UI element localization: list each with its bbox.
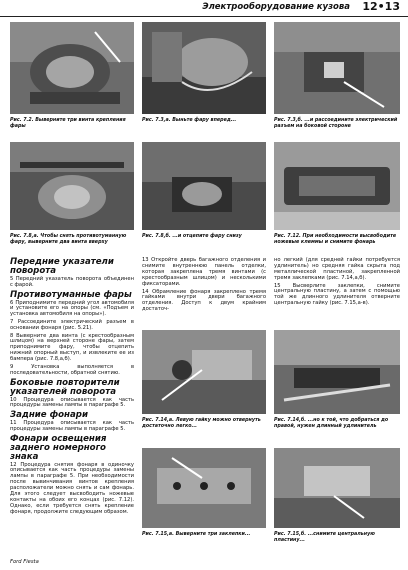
body-paragraph: но легкий (для средней гайки потребуется удлинитель) но средняя гайка скрыта под металлической пластиной, закрепленной тремя заклепками (рис. 7.14,а,б).: [274, 257, 400, 281]
caption-7-8b: Рис. 7.8,б. ...и отцепите фару снизу: [142, 234, 242, 239]
body-paragraph: 8 Выверните два винта (с крестообразным шлицом) на верхней стороне фары, затем приподнимите фару, чтобы отцепить нижний опорный выступ, и извлеките ее из бампера (рис. 7.8,а,б).: [10, 332, 134, 363]
body-paragraph: 9 Установка выполняется в последовательности, обратной снятию.: [10, 364, 134, 376]
body-paragraph: 12 Процедура снятия фонаря в одиночку описывается как часть процедуры замены лампы в параграфе 5. При необходимости после вывинчивания винтов крепления расположатели можно снять и сам фонарь. Для этого следует высвободить ножевые контакты на обоих его концах (рис. 7.12). Однако, если требуется снять крепление фонаря, продолжите следующим образом.: [10, 461, 134, 515]
header-divider: [0, 16, 408, 17]
body-paragraph: 14 Обрамление фонаря закреплено тремя гайками внутри двери багажного отделения. Доступ к двум крайним достаточ-: [142, 288, 266, 313]
photo-7-3a: [142, 22, 266, 114]
caption-7-15b: Рис. 7.15,б. ...снимите центральную пластину...: [274, 532, 375, 543]
caption-7-12: Рис. 7.12. При необходимости высвободите ножевые клеммы и снимите фонарь: [274, 234, 397, 245]
body-paragraph: 11 Процедура описывается как часть процедуры замены лампы в параграфе 5.: [10, 420, 134, 432]
page-number: 12•13: [362, 0, 400, 13]
caption-7-3a: Рис. 7.3,а. Выньте фару вперед...: [142, 118, 237, 123]
photo-7-8b: [142, 142, 266, 230]
section-heading: Боковые повторители указателей поворота: [10, 377, 120, 397]
photo-7-2: [10, 22, 134, 114]
body-paragraph: 6 Приподнимите передний угол автомобиля и установите его на опоры (см. «Подъем и установка автомобиля на опоры»).: [10, 299, 134, 318]
section-heading: Фонари освещения заднего номерного знака: [10, 433, 107, 462]
body-paragraph: 13 Откройте дверь багажного отделения и снимите внутреннюю панель отделки, которая закреплена тремя винтами (с крестообразным шлицом) и несколькими фиксаторами.: [142, 257, 266, 287]
photo-7-15b: [274, 448, 400, 528]
caption-7-2: Рис. 7.2. Выверните три винта крепления фары: [10, 118, 126, 129]
photo-7-3b: [274, 22, 400, 114]
photo-7-8a: [10, 142, 134, 230]
section-title: Электрооборудование кузова: [202, 2, 350, 12]
section-heading: Противотуманные фары: [10, 289, 132, 300]
section-heading: Задние фонари: [10, 410, 88, 420]
caption-7-14a: Рис. 7.14,а. Левую гайку можно отвернуть достаточно легко...: [142, 418, 261, 429]
caption-7-14b: Рис. 7.14,б. ...но к той, что добраться до правой, нужен длинный удлинитель: [274, 418, 389, 429]
body-paragraph: 15 Высверлите заклепки, снимите центральную пластину, а затем с помощью той же длинного удлинителя отверните центральную гайку (рис. 7.15,а-в).: [274, 282, 400, 307]
photo-7-14a: [142, 330, 266, 414]
caption-7-8a: Рис. 7.8,а. Чтобы снять противотуманную фару, выверните два винта вверху: [10, 234, 127, 245]
photo-7-12: [274, 142, 400, 230]
body-paragraph: 10 Процедура описывается как часть процедуры замены лампы в параграфе 5.: [10, 396, 134, 409]
page-header: [0, 0, 408, 16]
photo-7-14b: [274, 330, 400, 414]
photo-7-15a: [142, 448, 266, 528]
body-paragraph: 5 Передний указатель поворота объединен с фарой.: [10, 276, 134, 288]
body-paragraph: 7 Рассоедините электрический разъем в основании фонаря (рис. 5.21).: [10, 319, 134, 331]
caption-7-3b: Рис. 7.3,б. ...и рассоедините электрический разъем на боковой стороне: [274, 118, 398, 129]
caption-7-15a: Рис. 7.15,а. Выверните три заклепки...: [142, 532, 251, 537]
footer-book-title: Ford Fiesta: [10, 559, 39, 565]
section-heading: Передние указатели поворота: [10, 257, 114, 276]
